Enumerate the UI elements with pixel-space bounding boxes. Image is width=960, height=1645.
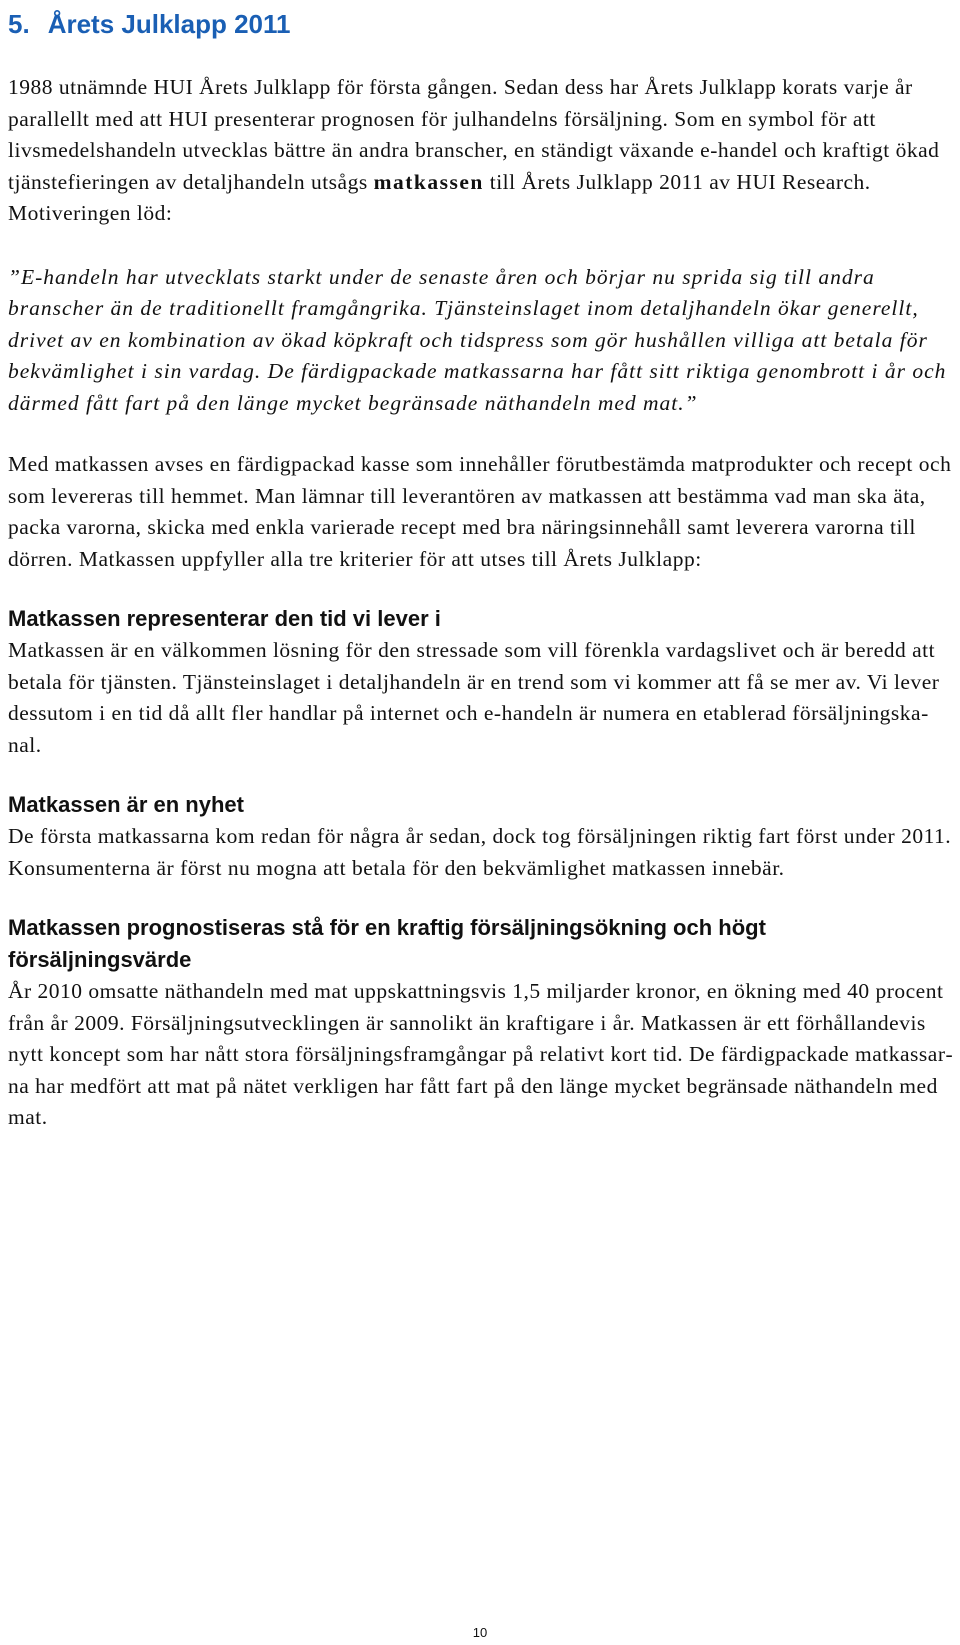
intro-bold-term: matkassen bbox=[373, 169, 484, 194]
intro-paragraph bbox=[8, 72, 953, 230]
page-number: 10 bbox=[472, 1625, 488, 1640]
paragraph-forecast: År 2010 omsatte näthandeln med mat uppskattningsvis 1,5 miljarder kronor, en ökning med 40 procent från år 2009. Försäljningsutvecklingen är sannolikt än kraftigare i år. Matkassen är ett förhållandevis nytt koncept som har nått stora försäljningsframgångar på relativt kort tid. De färdigpackade matkassarna har medfört att mat på nätet verkligen har fått fart på den länge mycket begränsade näthandeln med mat. bbox=[8, 979, 953, 1129]
section-number: 5. bbox=[8, 9, 30, 39]
subheading-forecast: Matkassen prognostiseras stå för en kraftig försäljningsökning och högt försäljningsvärde bbox=[8, 915, 766, 972]
definition-paragraph: Med matkassen avses en färdigpackad kasse som innehåller förutbestämda matprodukter och recept och som levereras till hemmet. Man lämnar till leverantören av matkassen att bestämma vad man ska äta, packa varorna, skicka med enkla varierade recept med bra näringsinnehåll samt leverera varorna till dörren. Matkassen uppfyller alla tre kriterier för att utses till Årets Julklapp: bbox=[8, 452, 952, 571]
document-page bbox=[8, 0, 953, 1134]
section-title: Årets Julklapp 2011 bbox=[47, 9, 291, 39]
paragraph-news: De första matkassarna kom redan för några år sedan, dock tog försäljningen riktig fart först under 2011. Konsumenterna är först nu mogna att betala för den bekvämlighet matkassen innebär. bbox=[8, 824, 952, 880]
intro-text-start: 1988 utnämnde HUI Årets Julklapp för första gången. Sedan dess har Årets Julklapp korats varje år parallellt med att HUI presenterar prognosen för julhandelns försäljning. Som en symbol för att livsmedelshandeln utvecklas bättre än andra branscher, en ständigt växande e-handel och kraftigt ökad tjänstefieringen av detaljhandeln utsågs bbox=[8, 75, 940, 194]
section-heading bbox=[8, 8, 953, 40]
subheading-time: Matkassen representerar den tid vi lever i bbox=[8, 606, 441, 631]
subheading-news: Matkassen är en nyhet bbox=[8, 792, 244, 817]
motivation-quote: ”E-handeln har utvecklats starkt under de senaste åren och börjar nu sprida sig till andra branscher än de traditionellt framgångrika. Tjänsteinslaget inom detaljhandeln ökar generellt, drivet av en kombination av ökad köpkraft och tidspress som gör hushållen villiga att betala för bekvämlighet i sin vardag. De färdigpackade matkassarna har fått sitt riktiga genombrott i år och därmed fått fart på den länge mycket begränsade näthandeln med mat.” bbox=[8, 264, 947, 415]
paragraph-time: Matkassen är en välkommen lösning för den stressade som vill förenkla vardagslivet och är beredd att betala för tjänsten. Tjänsteinslaget i detaljhandeln är en trend som vi kommer att få se mer av. Vi lever dessutom i en tid då allt fler handlar på internet och e-handeln är numera en etablerad försäljningskanal. bbox=[8, 638, 940, 757]
intro-text-end: till Årets Julklapp 2011 av HUI Research. Motiveringen löd: bbox=[8, 169, 871, 225]
